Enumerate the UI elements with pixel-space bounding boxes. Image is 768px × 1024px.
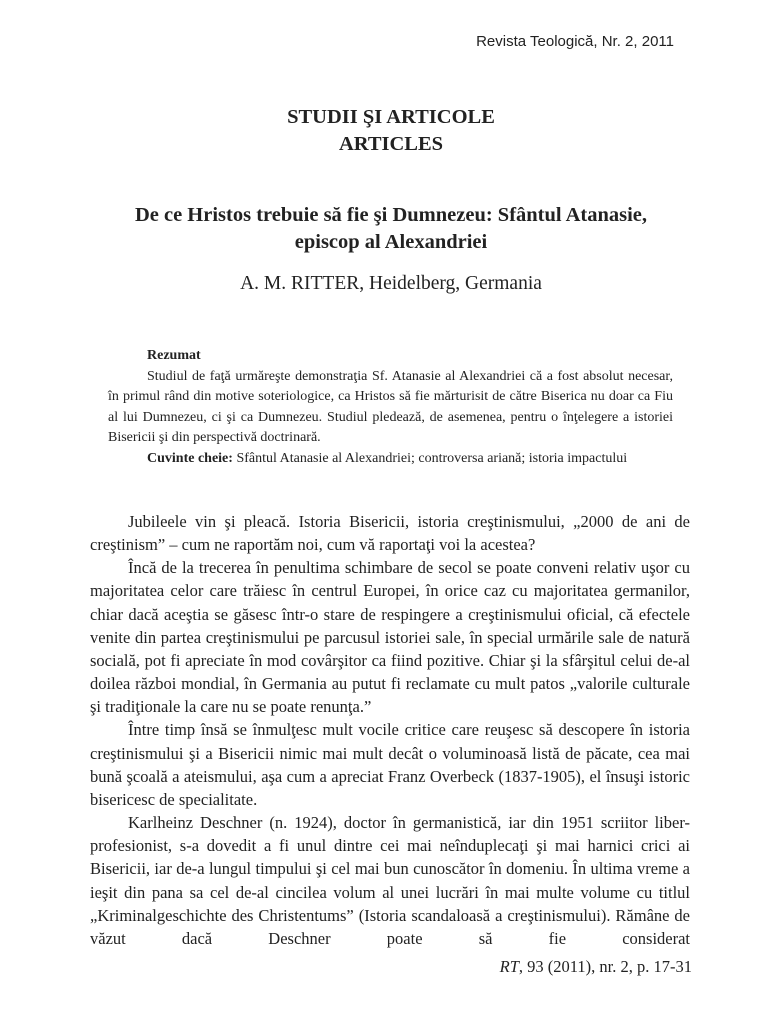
journal-header: Revista Teologică, Nr. 2, 2011 — [476, 33, 674, 50]
article-title — [0, 202, 768, 256]
citation-footer — [500, 957, 692, 977]
article-body — [90, 510, 690, 950]
author-line: A. M. RITTER, Heidelberg, Germania — [240, 273, 542, 294]
body-paragraph-2: Încă de la trecerea în penultima schimbare de secol se poate conveni relativ uşor cu majoritatea celor care trăiesc în centrul Europei, în orice caz cu majoritatea germanilor, chiar dacă aceştia se găsesc într-o stare de respingere a creştinismului oficial, că efectele venite din partea creştinismului pe parcusul istoriei sale, în special urmările sale de natură socială, pot fi apreciate în mod covârşitor ca fiind pozitive. Chiar şi la sfârşitul celui de-al doilea război mondial, în Germania au putut fi reclamate cu mult patos „valorile culturale şi tradiţionale la care nu se poate renunţa.” — [90, 558, 690, 717]
keywords-label: Cuvinte cheie: — [147, 450, 233, 466]
body-paragraph-4: Karlheinz Deschner (n. 1924), doctor în germanistică, iar din 1951 scriitor liber-profesionist, s-a dovedit a fi unul dintre cei mai neînduplecaţi şi mai harnici crici ai Bisericii, iar de-a lungul timpului şi cel mai bun cunoscător în domeniu. În ultima vreme a ieşit din pana sa cel de-al cincilea volum al unei lucrări în mai multe volume cu titlul „Kriminalgeschichte des Christentums” (Istoria scandaloasă a creştinismului). Rămâne de văzut dacă Deschner poate să fie considerat — [90, 813, 690, 948]
abstract-heading: Rezumat — [147, 348, 201, 363]
article-title-line-2: episcop al Alexandriei — [294, 231, 488, 253]
journal-abbreviation: RT — [499, 957, 519, 976]
article-title-line-1: De ce Hristos trebuie să fie şi Dumnezeu: Sfântul Atanasie, — [134, 204, 648, 226]
abstract-block — [108, 346, 673, 469]
keywords-text: Sfântul Atanasie al Alexandriei; controversa ariană; istoria impactului — [236, 450, 628, 466]
body-paragraph-3: Între timp însă se înmulţesc mult vocile critice care reuşesc să descopere în istoria creştinismului şi a Bisericii nimic mai mult decât o voluminoasă listă de păcate, cea mai bună şcoală a ateismului, aşa cum a apreciat Franz Overbeck (1837-1905), el însuşi istoric bisericesc de specialitate. — [90, 720, 690, 809]
section-heading — [0, 104, 768, 158]
section-heading-english: ARTICLES — [338, 133, 444, 155]
keywords-paragraph — [108, 449, 673, 470]
citation-text: , 93 (2011), nr. 2, p. 17-31 — [518, 957, 692, 976]
section-heading-romanian: STUDII ŞI ARTICOLE — [287, 106, 495, 128]
abstract-text: Studiul de faţă urmăreşte demonstraţia Sf. Atanasie al Alexandriei că a fost absolut necesar, în primul rând din motive soteriologice, ca Hristos să fie mărturisit de către Biserica nu doar ca Fiu al lui Dumnezeu, ci şi ca Dumnezeu. Studiul pledează, de asemenea, pentru o înţelegere a istoriei Bisericii şi din perspectivă doctrinară. — [108, 368, 673, 445]
body-paragraph-1: Jubileele vin şi pleacă. Istoria Bisericii, istoria creştinismului, „2000 de ani de creştinism” – cum ne raportăm noi, cum vă raportaţi voi la acestea? — [90, 512, 690, 555]
